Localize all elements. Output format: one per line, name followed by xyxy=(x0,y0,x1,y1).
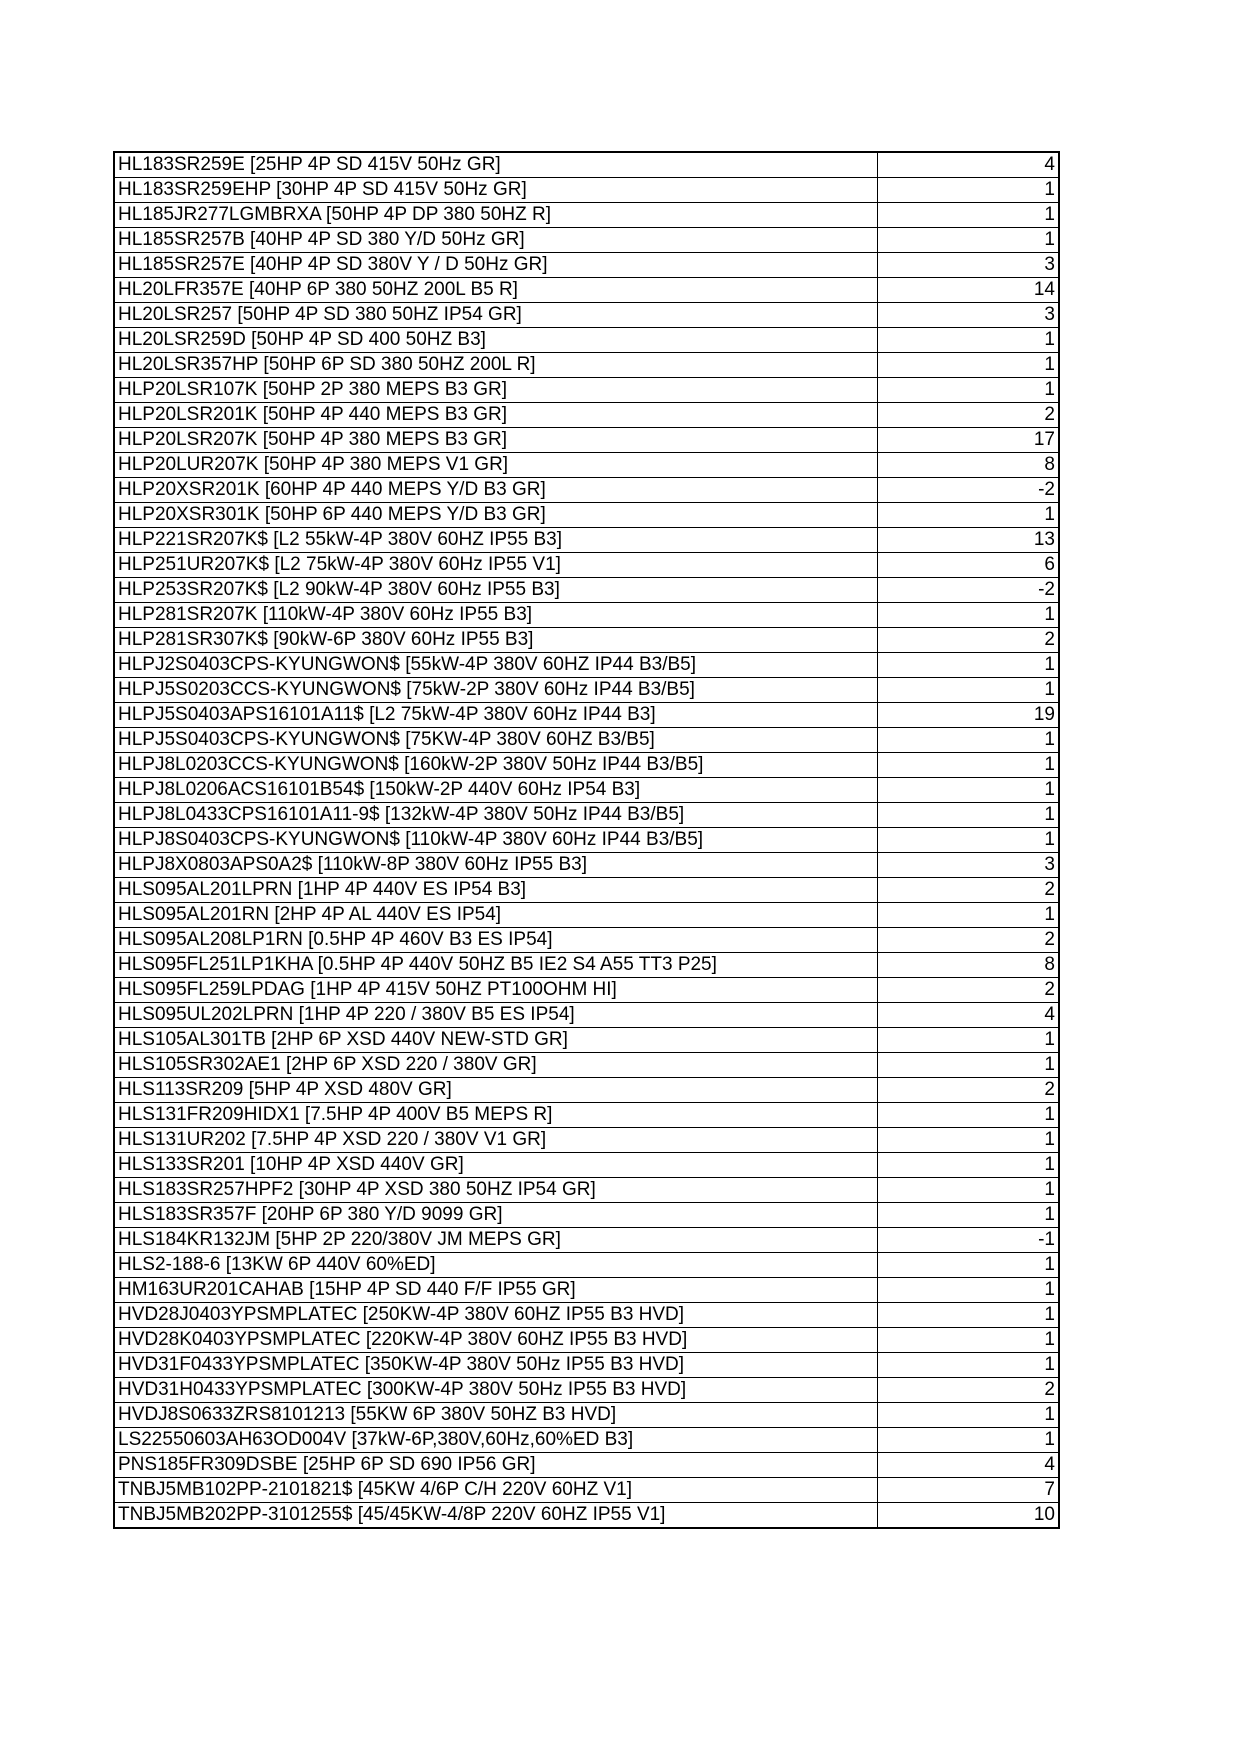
item-description-cell: HLS095AL208LP1RN [0.5HP 4P 460V B3 ES IP54] xyxy=(114,928,878,953)
quantity-cell: 1 xyxy=(878,1203,1060,1228)
item-description-cell: HLPJ8X0803APS0A2$ [110kW-8P 380V 60Hz IP55 B3] xyxy=(114,853,878,878)
table-row xyxy=(114,778,1059,803)
inventory-sheet xyxy=(113,151,1055,1529)
quantity-cell: 2 xyxy=(878,978,1060,1003)
quantity-cell: 1 xyxy=(878,203,1060,228)
quantity-cell: 1 xyxy=(878,653,1060,678)
item-description-cell: HLPJ5S0403APS16101A11$ [L2 75kW-4P 380V 60Hz IP44 B3] xyxy=(114,703,878,728)
table-row xyxy=(114,328,1059,353)
table-row xyxy=(114,1453,1059,1478)
item-description-cell: HLS095FL251LP1KHA [0.5HP 4P 440V 50HZ B5 IE2 S4 A55 TT3 P25] xyxy=(114,953,878,978)
quantity-cell: 3 xyxy=(878,853,1060,878)
item-description-cell: HLS183SR357F [20HP 6P 380 Y/D 9099 GR] xyxy=(114,1203,878,1228)
quantity-cell: 2 xyxy=(878,928,1060,953)
item-description-cell: HLP253SR207K$ [L2 90kW-4P 380V 60Hz IP55 B3] xyxy=(114,578,878,603)
table-row xyxy=(114,853,1059,878)
quantity-cell: 1 xyxy=(878,1103,1060,1128)
table-row xyxy=(114,203,1059,228)
quantity-cell: 2 xyxy=(878,403,1060,428)
item-description-cell: HLS131FR209HIDX1 [7.5HP 4P 400V B5 MEPS R] xyxy=(114,1103,878,1128)
quantity-cell: 4 xyxy=(878,152,1060,178)
item-description-cell: HLP281SR307K$ [90kW-6P 380V 60Hz IP55 B3] xyxy=(114,628,878,653)
quantity-cell: 1 xyxy=(878,503,1060,528)
quantity-cell: -1 xyxy=(878,1228,1060,1253)
table-row xyxy=(114,478,1059,503)
item-description-cell: HLP20LUR207K [50HP 4P 380 MEPS V1 GR] xyxy=(114,453,878,478)
table-row xyxy=(114,803,1059,828)
quantity-cell: 13 xyxy=(878,528,1060,553)
quantity-cell: 1 xyxy=(878,753,1060,778)
table-row xyxy=(114,528,1059,553)
table-row xyxy=(114,1278,1059,1303)
quantity-cell: 8 xyxy=(878,953,1060,978)
quantity-cell: 1 xyxy=(878,1403,1060,1428)
quantity-cell: 1 xyxy=(878,1278,1060,1303)
quantity-cell: 2 xyxy=(878,628,1060,653)
quantity-cell: 1 xyxy=(878,328,1060,353)
quantity-cell: -2 xyxy=(878,478,1060,503)
quantity-cell: 1 xyxy=(878,353,1060,378)
quantity-cell: 1 xyxy=(878,678,1060,703)
item-description-cell: HLS131UR202 [7.5HP 4P XSD 220 / 380V V1 GR] xyxy=(114,1128,878,1153)
item-description-cell: HLS095FL259LPDAG [1HP 4P 415V 50HZ PT100OHM HI] xyxy=(114,978,878,1003)
table-row xyxy=(114,953,1059,978)
item-description-cell: HLPJ8L0206ACS16101B54$ [150kW-2P 440V 60Hz IP54 B3] xyxy=(114,778,878,803)
quantity-cell: 1 xyxy=(878,728,1060,753)
item-description-cell: HVDJ8S0633ZRS8101213 [55KW 6P 380V 50HZ B3 HVD] xyxy=(114,1403,878,1428)
table-row xyxy=(114,828,1059,853)
quantity-cell: 1 xyxy=(878,1053,1060,1078)
item-description-cell: HLP20LSR201K [50HP 4P 440 MEPS B3 GR] xyxy=(114,403,878,428)
quantity-cell: 1 xyxy=(878,828,1060,853)
table-row xyxy=(114,1503,1059,1529)
item-description-cell: TNBJ5MB102PP-2101821$ [45KW 4/6P C/H 220V 60HZ V1] xyxy=(114,1478,878,1503)
quantity-cell: -2 xyxy=(878,578,1060,603)
table-row xyxy=(114,1003,1059,1028)
table-row xyxy=(114,453,1059,478)
item-description-cell: HLP20LSR207K [50HP 4P 380 MEPS B3 GR] xyxy=(114,428,878,453)
item-description-cell: TNBJ5MB202PP-3101255$ [45/45KW-4/8P 220V 60HZ IP55 V1] xyxy=(114,1503,878,1529)
quantity-cell: 3 xyxy=(878,303,1060,328)
quantity-cell: 1 xyxy=(878,228,1060,253)
table-row xyxy=(114,1378,1059,1403)
table-row xyxy=(114,603,1059,628)
table-row xyxy=(114,1428,1059,1453)
quantity-cell: 1 xyxy=(878,1353,1060,1378)
quantity-cell: 10 xyxy=(878,1503,1060,1529)
quantity-cell: 7 xyxy=(878,1478,1060,1503)
quantity-cell: 8 xyxy=(878,453,1060,478)
item-description-cell: HL183SR259EHP [30HP 4P SD 415V 50Hz GR] xyxy=(114,178,878,203)
item-description-cell: HLP221SR207K$ [L2 55kW-4P 380V 60HZ IP55 B3] xyxy=(114,528,878,553)
quantity-cell: 6 xyxy=(878,553,1060,578)
table-row xyxy=(114,1303,1059,1328)
item-description-cell: HL20LFR357E [40HP 6P 380 50HZ 200L B5 R] xyxy=(114,278,878,303)
item-description-cell: HLS133SR201 [10HP 4P XSD 440V GR] xyxy=(114,1153,878,1178)
item-description-cell: HL185SR257E [40HP 4P SD 380V Y / D 50Hz GR] xyxy=(114,253,878,278)
table-row xyxy=(114,1228,1059,1253)
table-row xyxy=(114,378,1059,403)
quantity-cell: 1 xyxy=(878,1178,1060,1203)
table-row xyxy=(114,1328,1059,1353)
table-row xyxy=(114,428,1059,453)
table-row xyxy=(114,1478,1059,1503)
quantity-cell: 1 xyxy=(878,1253,1060,1278)
table-row xyxy=(114,1203,1059,1228)
item-description-cell: PNS185FR309DSBE [25HP 6P SD 690 IP56 GR] xyxy=(114,1453,878,1478)
quantity-cell: 2 xyxy=(878,878,1060,903)
table-row xyxy=(114,403,1059,428)
table-row xyxy=(114,1053,1059,1078)
item-description-cell: HLS095UL202LPRN [1HP 4P 220 / 380V B5 ES IP54] xyxy=(114,1003,878,1028)
item-description-cell: HVD31F0433YPSMPLATEC [350KW-4P 380V 50Hz IP55 B3 HVD] xyxy=(114,1353,878,1378)
item-description-cell: HL183SR259E [25HP 4P SD 415V 50Hz GR] xyxy=(114,152,878,178)
quantity-cell: 1 xyxy=(878,603,1060,628)
item-description-cell: HLP20XSR301K [50HP 6P 440 MEPS Y/D B3 GR] xyxy=(114,503,878,528)
item-description-cell: HLS2-188-6 [13KW 6P 440V 60%ED] xyxy=(114,1253,878,1278)
table-row xyxy=(114,703,1059,728)
quantity-cell: 1 xyxy=(878,1028,1060,1053)
item-description-cell: HL20LSR257 [50HP 4P SD 380 50HZ IP54 GR] xyxy=(114,303,878,328)
item-description-cell: HL20LSR259D [50HP 4P SD 400 50HZ B3] xyxy=(114,328,878,353)
table-row xyxy=(114,178,1059,203)
item-description-cell: HLPJ2S0403CPS-KYUNGWON$ [55kW-4P 380V 60HZ IP44 B3/B5] xyxy=(114,653,878,678)
table-row xyxy=(114,753,1059,778)
quantity-cell: 1 xyxy=(878,1428,1060,1453)
item-description-cell: HM163UR201CAHAB [15HP 4P SD 440 F/F IP55 GR] xyxy=(114,1278,878,1303)
item-description-cell: HLS184KR132JM [5HP 2P 220/380V JM MEPS GR] xyxy=(114,1228,878,1253)
item-description-cell: HLS095AL201RN [2HP 4P AL 440V ES IP54] xyxy=(114,903,878,928)
table-row xyxy=(114,628,1059,653)
quantity-cell: 1 xyxy=(878,378,1060,403)
table-row xyxy=(114,553,1059,578)
quantity-cell: 1 xyxy=(878,778,1060,803)
quantity-cell: 3 xyxy=(878,253,1060,278)
quantity-cell: 1 xyxy=(878,1128,1060,1153)
table-row xyxy=(114,878,1059,903)
quantity-cell: 1 xyxy=(878,803,1060,828)
table-row xyxy=(114,1403,1059,1428)
item-description-cell: HVD28K0403YPSMPLATEC [220KW-4P 380V 60HZ IP55 B3 HVD] xyxy=(114,1328,878,1353)
item-description-cell: HLS105AL301TB [2HP 6P XSD 440V NEW-STD GR] xyxy=(114,1028,878,1053)
quantity-cell: 1 xyxy=(878,1303,1060,1328)
quantity-cell: 17 xyxy=(878,428,1060,453)
table-row xyxy=(114,152,1059,178)
item-description-cell: HLS113SR209 [5HP 4P XSD 480V GR] xyxy=(114,1078,878,1103)
item-description-cell: LS22550603AH63OD004V [37kW-6P,380V,60Hz,60%ED B3] xyxy=(114,1428,878,1453)
table-row xyxy=(114,1253,1059,1278)
quantity-cell: 4 xyxy=(878,1003,1060,1028)
table-row xyxy=(114,928,1059,953)
table-row xyxy=(114,253,1059,278)
table-row xyxy=(114,353,1059,378)
quantity-cell: 1 xyxy=(878,178,1060,203)
item-description-cell: HLP251UR207K$ [L2 75kW-4P 380V 60Hz IP55 V1] xyxy=(114,553,878,578)
item-description-cell: HLP20LSR107K [50HP 2P 380 MEPS B3 GR] xyxy=(114,378,878,403)
table-row xyxy=(114,1078,1059,1103)
table-row xyxy=(114,1103,1059,1128)
quantity-cell: 1 xyxy=(878,1153,1060,1178)
item-description-cell: HLP20XSR201K [60HP 4P 440 MEPS Y/D B3 GR] xyxy=(114,478,878,503)
table-row xyxy=(114,678,1059,703)
table-row xyxy=(114,903,1059,928)
table-row xyxy=(114,278,1059,303)
table-row xyxy=(114,1178,1059,1203)
quantity-cell: 14 xyxy=(878,278,1060,303)
item-description-cell: HL185JR277LGMBRXA [50HP 4P DP 380 50HZ R] xyxy=(114,203,878,228)
quantity-cell: 2 xyxy=(878,1078,1060,1103)
item-description-cell: HLPJ8S0403CPS-KYUNGWON$ [110kW-4P 380V 60Hz IP44 B3/B5] xyxy=(114,828,878,853)
item-description-cell: HL20LSR357HP [50HP 6P SD 380 50HZ 200L R] xyxy=(114,353,878,378)
inventory-table-body xyxy=(114,152,1059,1528)
quantity-cell: 4 xyxy=(878,1453,1060,1478)
item-description-cell: HLPJ8L0203CCS-KYUNGWON$ [160kW-2P 380V 50Hz IP44 B3/B5] xyxy=(114,753,878,778)
item-description-cell: HLPJ5S0203CCS-KYUNGWON$ [75kW-2P 380V 60Hz IP44 B3/B5] xyxy=(114,678,878,703)
item-description-cell: HLPJ8L0433CPS16101A11-9$ [132kW-4P 380V 50Hz IP44 B3/B5] xyxy=(114,803,878,828)
item-description-cell: HLS095AL201LPRN [1HP 4P 440V ES IP54 B3] xyxy=(114,878,878,903)
table-row xyxy=(114,1128,1059,1153)
table-row xyxy=(114,1028,1059,1053)
item-description-cell: HLS105SR302AE1 [2HP 6P XSD 220 / 380V GR] xyxy=(114,1053,878,1078)
item-description-cell: HLS183SR257HPF2 [30HP 4P XSD 380 50HZ IP54 GR] xyxy=(114,1178,878,1203)
quantity-cell: 1 xyxy=(878,903,1060,928)
quantity-cell: 19 xyxy=(878,703,1060,728)
table-row xyxy=(114,653,1059,678)
table-row xyxy=(114,728,1059,753)
table-row xyxy=(114,1153,1059,1178)
item-description-cell: HVD31H0433YPSMPLATEC [300KW-4P 380V 50Hz IP55 B3 HVD] xyxy=(114,1378,878,1403)
item-description-cell: HLPJ5S0403CPS-KYUNGWON$ [75KW-4P 380V 60HZ B3/B5] xyxy=(114,728,878,753)
item-description-cell: HLP281SR207K [110kW-4P 380V 60Hz IP55 B3] xyxy=(114,603,878,628)
quantity-cell: 1 xyxy=(878,1328,1060,1353)
table-row xyxy=(114,228,1059,253)
table-row xyxy=(114,978,1059,1003)
table-row xyxy=(114,1353,1059,1378)
inventory-table xyxy=(113,151,1060,1529)
quantity-cell: 2 xyxy=(878,1378,1060,1403)
table-row xyxy=(114,503,1059,528)
table-row xyxy=(114,578,1059,603)
item-description-cell: HVD28J0403YPSMPLATEC [250KW-4P 380V 60HZ IP55 B3 HVD] xyxy=(114,1303,878,1328)
table-row xyxy=(114,303,1059,328)
item-description-cell: HL185SR257B [40HP 4P SD 380 Y/D 50Hz GR] xyxy=(114,228,878,253)
